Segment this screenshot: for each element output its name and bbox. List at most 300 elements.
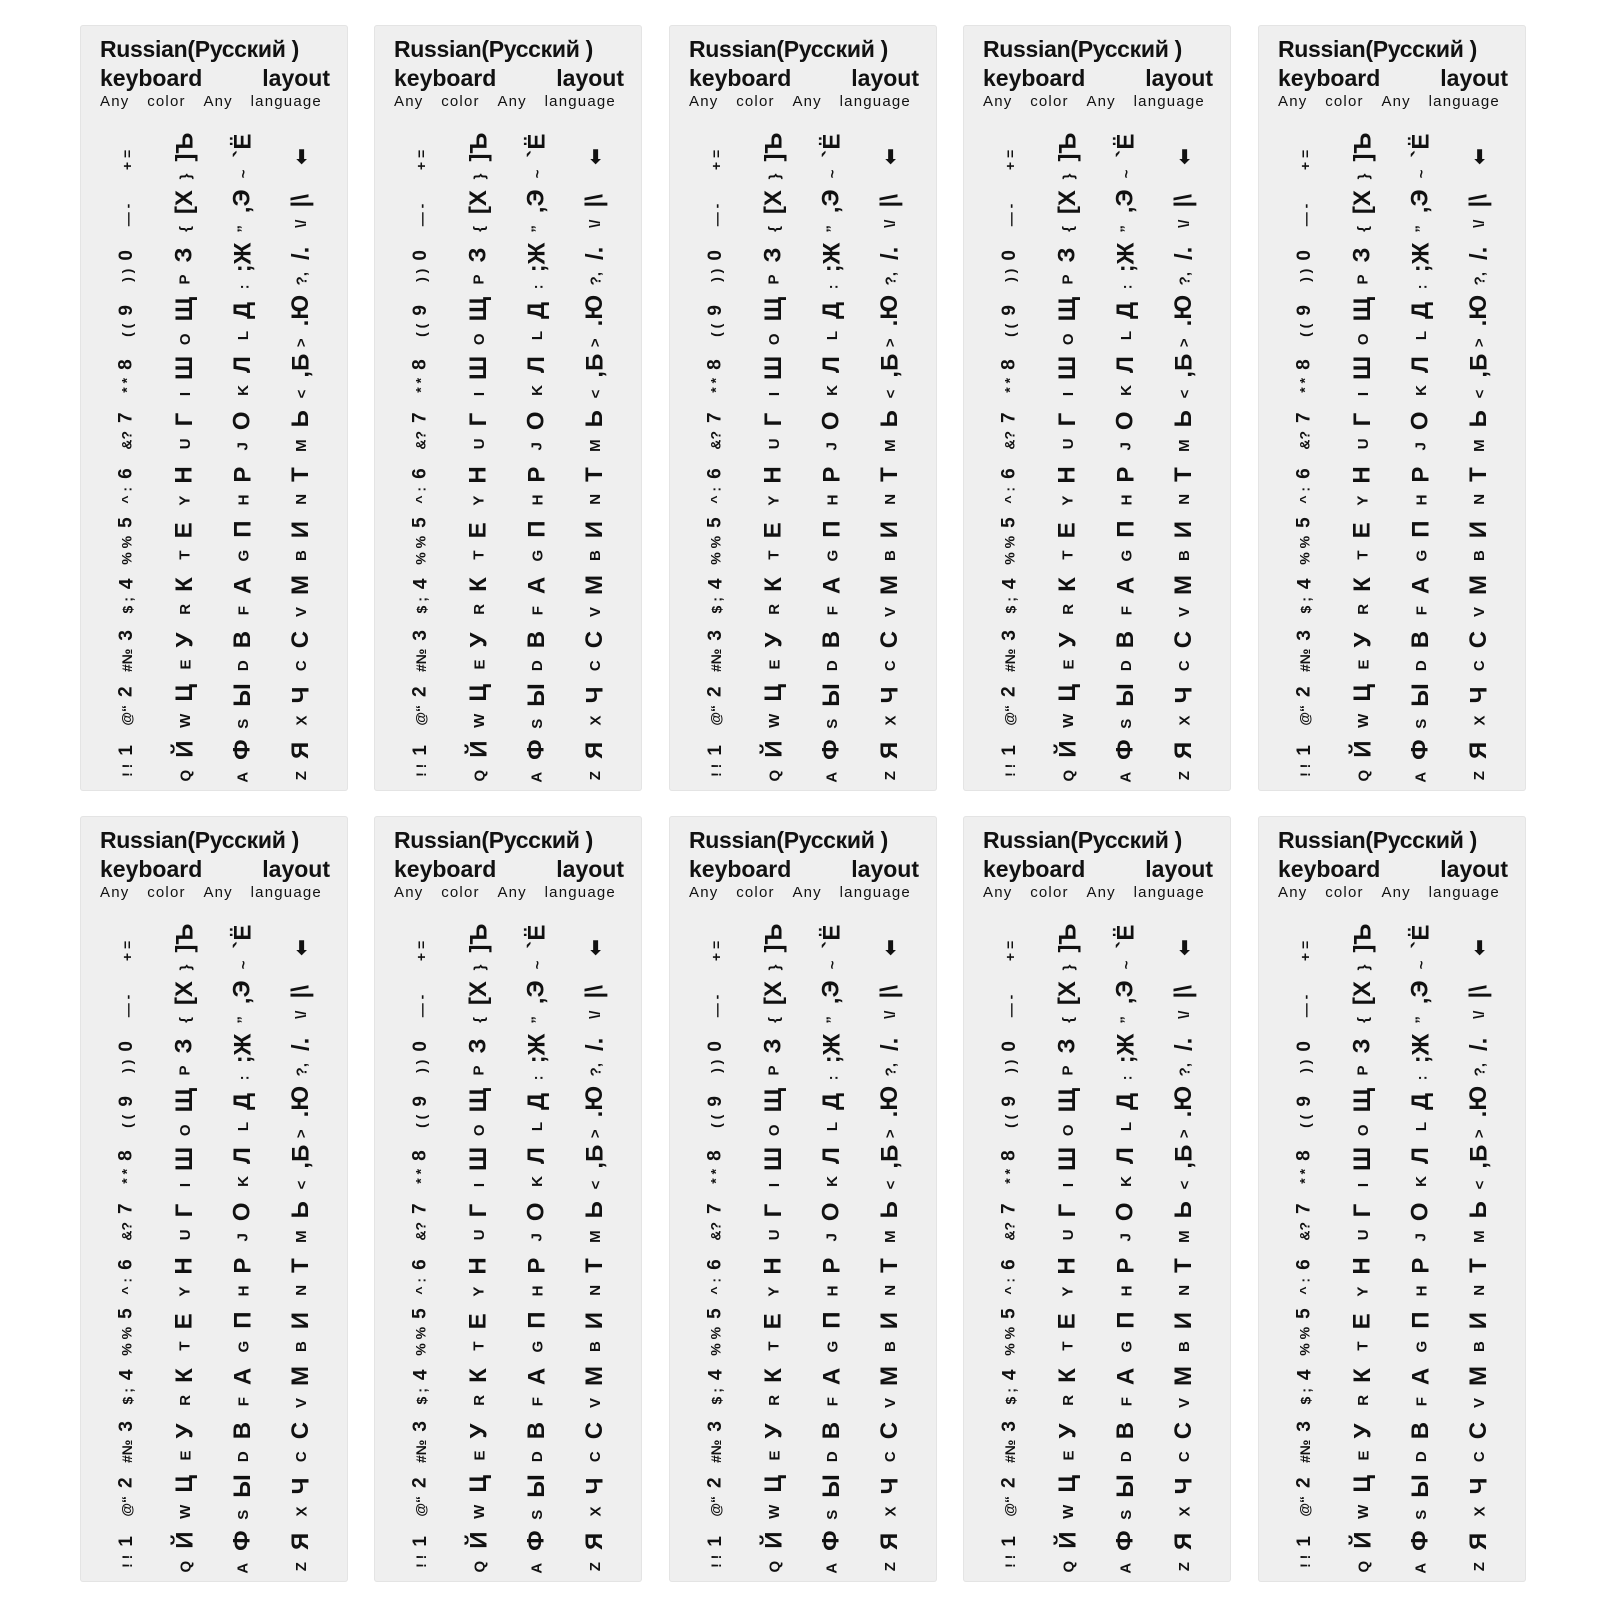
key-digit: 1 [1293, 1536, 1315, 1547]
key-label-text [229, 134, 257, 179]
key-latin-letter: G [1412, 549, 1430, 562]
key-label-text [119, 933, 135, 961]
key-label [981, 1030, 1039, 1084]
key-label-text [1112, 980, 1140, 1023]
title-subtitle-word: language [544, 93, 616, 110]
key-symbol: + = [1002, 149, 1018, 171]
key-cyrillic-letter: |\ [875, 194, 903, 208]
key-label-text [876, 985, 904, 1019]
key-label [392, 569, 450, 623]
key-label [214, 349, 272, 403]
key-symbol: + = [119, 940, 135, 962]
key-label-text [581, 631, 609, 671]
key-label [98, 1360, 156, 1414]
key-label-text [1054, 190, 1082, 232]
key-digit: 1 [409, 1536, 431, 1547]
key-cyrillic-letter: ]Ъ [1349, 923, 1376, 953]
key-label [803, 1360, 861, 1414]
key-cyrillic-letter: М [286, 574, 314, 595]
key-latin-letter: V [1470, 606, 1488, 618]
key-latin-letter: W [1059, 713, 1077, 728]
key-latin-letter: I [1354, 1182, 1372, 1188]
key-cyrillic-letter: И [1465, 520, 1492, 539]
key-cyrillic-letter: К [171, 577, 198, 592]
key-cyrillic-letter: З [1349, 1038, 1376, 1054]
key-label-text [523, 521, 551, 562]
key-label [1392, 129, 1450, 183]
key-label [1155, 1470, 1213, 1524]
key-label-text [876, 631, 904, 671]
key-latin-letter: J [528, 442, 546, 451]
key-symbol: % % [1297, 1326, 1313, 1356]
title-subtitle-word: Any [394, 93, 424, 110]
key-label [745, 349, 803, 403]
title-subtitle-word: Any [497, 93, 527, 110]
key-cyrillic-letter: ,Б [287, 1144, 314, 1169]
key-label-text [760, 297, 788, 345]
key-label [745, 920, 803, 974]
key-label [1276, 1525, 1334, 1579]
key-cyrillic-letter: З [465, 247, 492, 263]
key-label [1334, 1030, 1392, 1084]
key-label [156, 1360, 214, 1414]
key-label-text [999, 1203, 1021, 1240]
key-symbol: ) ) [412, 268, 429, 282]
key-label [508, 1250, 566, 1304]
key-label-grid [1276, 129, 1508, 789]
key-latin-letter: T [470, 1341, 488, 1351]
key-symbol: &? [708, 430, 724, 450]
key-latin-letter: } [1059, 173, 1077, 180]
sheet-title [983, 826, 1213, 902]
key-label [508, 514, 566, 568]
key-label-text [171, 1313, 199, 1350]
key-cyrillic-letter: Р [228, 466, 256, 483]
title-keyboard: keyboard [983, 65, 1086, 91]
title-subtitle-word: Any [689, 884, 719, 901]
key-label [1392, 184, 1450, 238]
key-label-text [410, 1536, 432, 1568]
key-label [508, 129, 566, 183]
key-cyrillic-letter: Щ [1348, 1087, 1376, 1113]
key-latin-letter: K [823, 385, 841, 396]
key-label-text [1349, 981, 1377, 1023]
key-label [392, 1085, 450, 1139]
key-label [272, 459, 330, 513]
key-label [1097, 404, 1155, 458]
key-label [981, 404, 1039, 458]
key-label-text [1465, 521, 1493, 561]
key-latin-letter: ?, [586, 1063, 604, 1077]
key-label-text [1054, 247, 1082, 284]
key-symbol: ) ) [118, 1059, 135, 1073]
key-cyrillic-letter: Ь [1465, 410, 1492, 428]
key-latin-letter: Z [1175, 1562, 1193, 1572]
key-latin-letter: U [470, 1229, 488, 1241]
key-cyrillic-letter: И [581, 1311, 608, 1330]
key-latin-letter: ?, [1175, 1063, 1193, 1077]
key-label [1334, 1195, 1392, 1249]
key-latin-letter: O [765, 333, 783, 346]
key-label-text [523, 683, 551, 729]
key-label [392, 1195, 450, 1249]
key-cyrillic-letter: Щ [1348, 296, 1376, 322]
key-label [98, 920, 156, 974]
title-subtitle-word: color [736, 884, 775, 901]
key-latin-letter: F [1117, 1397, 1135, 1407]
key-label-text [229, 356, 257, 396]
key-label-text [1054, 981, 1082, 1023]
key-label [1155, 1415, 1213, 1469]
key-digit: 0 [998, 1041, 1020, 1052]
key-cyrillic-letter: М [1169, 1365, 1197, 1386]
key-label [156, 404, 214, 458]
key-latin-letter: U [1354, 438, 1372, 450]
key-label [272, 1195, 330, 1249]
key-digit: 2 [998, 1477, 1020, 1488]
key-symbol: @“ [707, 704, 724, 726]
key-label [508, 569, 566, 623]
key-label [1097, 459, 1155, 513]
key-label [1097, 1250, 1155, 1304]
key-label-text [999, 359, 1021, 392]
key-latin-letter: Q [176, 769, 194, 782]
key-label [861, 514, 919, 568]
key-label-text [1407, 521, 1435, 562]
key-digit: 2 [998, 686, 1020, 697]
key-latin-letter: : [234, 284, 252, 290]
key-label [1097, 129, 1155, 183]
key-latin-letter: K [528, 385, 546, 396]
key-label-text [116, 305, 138, 337]
key-label-text [1054, 1038, 1082, 1075]
key-label [156, 349, 214, 403]
key-symbol: % % [119, 535, 135, 565]
key-cyrillic-letter: С [581, 1421, 608, 1440]
key-label-text [1465, 631, 1493, 671]
key-label-text [760, 633, 788, 670]
key-latin-letter: X [586, 1506, 604, 1517]
key-cyrillic-letter: У [1348, 632, 1376, 648]
key-cyrillic-letter: З [760, 1038, 787, 1054]
key-label [1276, 1250, 1334, 1304]
key-label-text [1112, 739, 1140, 782]
key-label [745, 459, 803, 513]
key-cyrillic-letter: Г [464, 412, 492, 427]
key-label [687, 679, 745, 733]
key-cyrillic-letter: [Х [465, 190, 492, 215]
key-label-text [287, 521, 315, 561]
key-cyrillic-letter: /. [1465, 1037, 1492, 1051]
key-label [981, 975, 1039, 1029]
key-label-text [116, 1203, 138, 1240]
key-latin-letter: Q [1059, 769, 1077, 782]
key-label-text [1112, 1368, 1140, 1407]
key-digit: 4 [1293, 578, 1315, 590]
key-latin-letter: D [1412, 1451, 1430, 1463]
key-label [1097, 294, 1155, 348]
key-label-text [1465, 1038, 1493, 1077]
key-label-text [116, 630, 138, 672]
key-label-text [116, 1259, 138, 1294]
key-label [1155, 624, 1213, 678]
key-label-text [229, 925, 257, 970]
key-cyrillic-letter: О [817, 411, 845, 431]
key-cyrillic-letter: ;Ж [1112, 1033, 1139, 1064]
key-latin-letter: \/ [586, 219, 604, 228]
key-label [392, 1305, 450, 1359]
key-label-text [760, 1147, 788, 1187]
key-label [508, 1415, 566, 1469]
key-label [687, 1195, 745, 1249]
key-label [1276, 1030, 1334, 1084]
key-label-text [1112, 577, 1140, 616]
key-digit: 6 [1294, 468, 1315, 479]
key-label [1334, 1360, 1392, 1414]
key-cyrillic-letter: Д [1112, 1092, 1139, 1110]
key-label [214, 129, 272, 183]
key-label-text [287, 194, 315, 228]
title-subtitle-word: Any [792, 93, 822, 110]
key-cyrillic-letter: Г [1348, 1203, 1376, 1218]
key-label [1039, 1360, 1097, 1414]
key-label [1276, 129, 1334, 183]
key-label-text [465, 1147, 493, 1187]
key-label [214, 1470, 272, 1524]
key-digit: 6 [410, 468, 431, 479]
key-cyrillic-letter: Р [1406, 1257, 1434, 1274]
key-symbol: &? [413, 430, 429, 450]
key-latin-letter: : [1412, 1075, 1430, 1081]
key-label [392, 1030, 450, 1084]
key-cyrillic-letter: О [1111, 411, 1139, 431]
key-label [156, 1195, 214, 1249]
key-label-text [171, 1204, 199, 1240]
key-latin-letter: K [1412, 385, 1430, 396]
key-label-text [760, 981, 788, 1023]
key-cyrillic-letter: Н [759, 1257, 787, 1275]
key-label [392, 734, 450, 788]
key-cyrillic-letter: Ш [1053, 1146, 1081, 1171]
key-cyrillic-letter: Д [229, 1092, 256, 1110]
key-cyrillic-letter: Е [760, 522, 787, 539]
key-cyrillic-letter: Т [1464, 467, 1492, 482]
key-label [1039, 1140, 1097, 1194]
key-label-text [1170, 194, 1198, 228]
key-label [272, 294, 330, 348]
key-label-text [1349, 1088, 1377, 1136]
key-label [861, 349, 919, 403]
key-label [745, 624, 803, 678]
title-subtitle-word: Any [983, 884, 1013, 901]
key-cyrillic-letter: У [1053, 632, 1081, 648]
key-label-text [116, 745, 138, 777]
key-label-text [1112, 1474, 1140, 1520]
key-latin-letter: J [528, 1233, 546, 1242]
key-latin-letter: U [765, 438, 783, 450]
key-cyrillic-letter: Я [286, 1532, 314, 1551]
key-label [1097, 1415, 1155, 1469]
key-latin-letter: L [1117, 330, 1135, 341]
key-label-text [465, 522, 493, 559]
sheet-title [1278, 826, 1508, 902]
key-label [861, 569, 919, 623]
key-label [981, 459, 1039, 513]
key-latin-letter: { [1059, 226, 1077, 232]
key-latin-letter: Y [1059, 495, 1077, 506]
key-cyrillic-letter: Л [229, 1147, 256, 1164]
key-label-text [413, 933, 429, 961]
key-label [392, 1360, 450, 1414]
key-label-text [465, 297, 493, 345]
key-cyrillic-letter: Т [875, 1258, 903, 1273]
key-latin-letter: A [823, 1562, 841, 1574]
key-label-text [1407, 1474, 1435, 1520]
key-label-text [581, 1086, 609, 1138]
key-latin-letter: K [234, 385, 252, 396]
key-label-text [581, 1478, 609, 1517]
key-symbol: — - [1297, 994, 1313, 1018]
key-label-text [1054, 1147, 1082, 1187]
key-label [1039, 569, 1097, 623]
key-label-text [1297, 987, 1313, 1018]
key-label-text [581, 295, 609, 347]
key-label [981, 1470, 1039, 1524]
key-label [566, 1140, 624, 1194]
key-label-text [1054, 522, 1082, 559]
key-cyrillic-letter: Ф [817, 1530, 845, 1551]
key-label [1450, 1470, 1508, 1524]
key-cyrillic-letter: ]Ъ [465, 132, 492, 162]
key-label [687, 184, 745, 238]
key-latin-letter: < [1175, 389, 1193, 399]
key-label [1155, 514, 1213, 568]
key-symbol: * * [708, 1168, 724, 1184]
key-cyrillic-letter: ]Ъ [1054, 132, 1081, 162]
key-label [508, 1140, 566, 1194]
key-latin-letter: F [234, 1397, 252, 1407]
key-label-text [1294, 1421, 1316, 1463]
key-latin-letter: X [881, 715, 899, 726]
key-cyrillic-letter: М [875, 1365, 903, 1386]
key-cyrillic-letter: ,Э [229, 980, 256, 1005]
key-cyrillic-letter: .Ю [1465, 1085, 1492, 1118]
key-label-text [705, 1203, 727, 1240]
key-label-text [523, 1312, 551, 1353]
key-label-text [229, 302, 257, 340]
key-cyrillic-letter: /. [581, 246, 608, 260]
key-symbol: #№ [412, 1439, 429, 1463]
key-digit: 1 [704, 1536, 726, 1547]
key-label [861, 1415, 919, 1469]
key-digit: 5 [1294, 517, 1315, 528]
title-subtitle-word: Any [100, 884, 130, 901]
key-latin-letter: W [765, 713, 783, 728]
key-label-text [523, 1530, 551, 1573]
key-label [1450, 920, 1508, 974]
key-cyrillic-letter: ,Б [1465, 353, 1492, 378]
key-cyrillic-letter: Ч [286, 686, 314, 704]
key-latin-letter: R [765, 603, 783, 615]
key-symbol: ) ) [118, 268, 135, 282]
title-line-language: Russian(Русский ) [1278, 827, 1478, 853]
key-latin-letter: { [765, 1017, 783, 1023]
key-digit: 7 [116, 1203, 137, 1214]
title-line-keyboard-layout [689, 64, 919, 93]
key-label [272, 1085, 330, 1139]
key-label-text [1407, 189, 1435, 232]
key-label-text [581, 247, 609, 286]
key-label [1276, 920, 1334, 974]
key-label [1450, 129, 1508, 183]
key-latin-letter: D [823, 1451, 841, 1463]
key-label [745, 975, 803, 1029]
key-latin-letter: ?, [1470, 1063, 1488, 1077]
key-label-text [1466, 939, 1491, 956]
key-cyrillic-letter: Щ [759, 296, 787, 322]
key-label [98, 624, 156, 678]
key-label [450, 349, 508, 403]
key-label [1097, 1305, 1155, 1359]
key-cyrillic-letter: Д [229, 301, 256, 319]
key-label [1276, 1140, 1334, 1194]
key-label [1334, 349, 1392, 403]
key-latin-letter: X [1175, 715, 1193, 726]
key-label-text [1054, 1257, 1082, 1296]
key-label-text [1407, 1368, 1435, 1407]
key-label [450, 184, 508, 238]
key-latin-letter: K [1412, 1176, 1430, 1187]
key-symbol: ^ : [119, 1277, 135, 1295]
key-latin-letter: D [1412, 660, 1430, 672]
key-label-text [1170, 410, 1198, 452]
key-label [803, 734, 861, 788]
key-label [1155, 1085, 1213, 1139]
key-label-text [287, 687, 315, 726]
key-label-text [1170, 354, 1198, 399]
key-label [450, 1360, 508, 1414]
key-label [508, 184, 566, 238]
key-cyrillic-letter: П [817, 520, 845, 538]
key-cyrillic-letter: [Х [465, 981, 492, 1006]
key-label [1155, 129, 1213, 183]
key-latin-letter: I [1354, 391, 1372, 397]
key-label-text [999, 305, 1021, 337]
key-label [861, 624, 919, 678]
key-label [1392, 734, 1450, 788]
key-latin-letter: < [1470, 389, 1488, 399]
key-label [214, 1195, 272, 1249]
key-label [1392, 1415, 1450, 1469]
key-latin-letter: O [1059, 333, 1077, 346]
key-cyrillic-letter: Р [1111, 466, 1139, 483]
key-label-text [876, 1086, 904, 1138]
key-label-text [1112, 189, 1140, 232]
key-label-text [999, 1041, 1021, 1073]
key-latin-letter: P [470, 1065, 488, 1076]
key-digit: 4 [409, 1369, 431, 1381]
key-label-text [1465, 1533, 1493, 1571]
key-label-text [523, 356, 551, 396]
key-label-text [1170, 687, 1198, 726]
key-symbol: ) ) [1296, 268, 1313, 282]
key-label [450, 1415, 508, 1469]
key-latin-letter: W [470, 713, 488, 728]
key-label [1097, 239, 1155, 293]
key-label-text [760, 1368, 788, 1406]
key-label-text [1170, 1533, 1198, 1571]
key-latin-letter: N [1470, 1284, 1488, 1296]
